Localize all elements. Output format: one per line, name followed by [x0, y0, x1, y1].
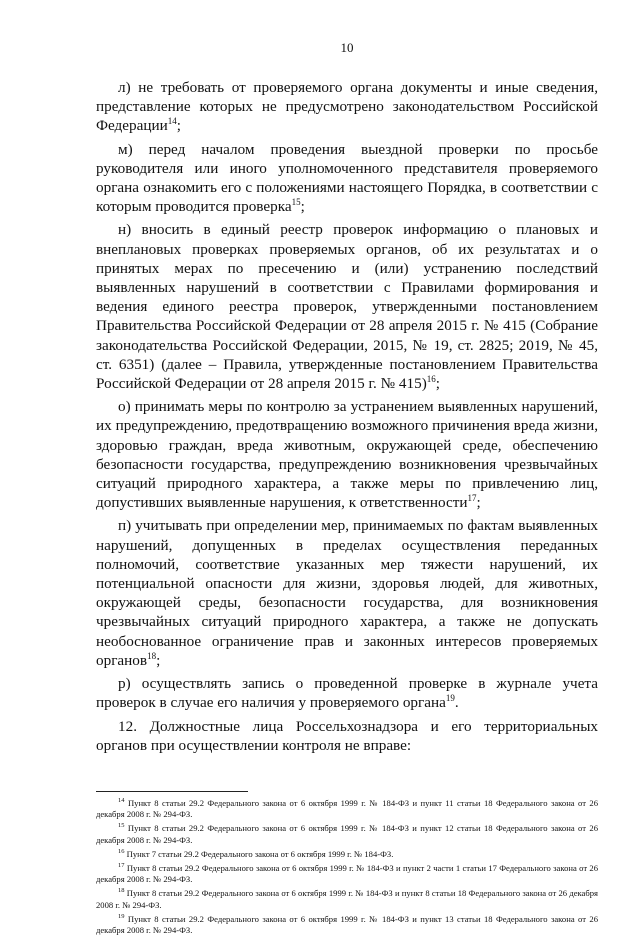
paragraph-p: п) учитывать при определении мер, принимаемых по фактам выявленных нарушений, допущенных в пределах осуществления переданных полномочий, соответствие указанных мер тяжести нарушений, их потенциальной опасности для жизни, здоровья людей, для животных, окружающей среды, безопасности государства, для возникновения чрезвычайных ситуаций природного характера, а также не допускать необоснованное ограничение прав и законных интересов проверяемых органов$^{18}$;	[96, 517, 598, 669]
footnote-divider	[96, 791, 248, 792]
footnote-ref: 19	[445, 693, 455, 704]
paragraph-o: о) принимать меры по контролю за устранением выявленных нарушений, их предупреждению, предотвращению возможного причинения вреда жизни, здоровью граждан, вреда животным, окружающей среде, обеспечению безопасности государства, предупреждению возникновения чрезвычайных ситуаций природного характера, а также меры по привлечению лиц, допустивших выявленные нарушения, к ответственности$^{17}$;	[96, 398, 598, 512]
footnote: $^{18}$ Пункт 8 статьи 29.2 Федерального закона от 6 октября 1999 г. № 184-ФЗ и пункт 8 статьи 18 Федерального закона от 26 декабря 2008 г. № 294-ФЗ.	[96, 887, 598, 910]
footnotes	[96, 798, 598, 936]
paragraph-n: н) вносить в единый реестр проверок информацию о плановых и внеплановых проверках проверяемых органов, об их результатах и о принятых мерах по пресечению и (или) устранению последствий выявленных нарушений в соответствии с Правилами формирования и ведения единого реестра проверок, утвержденными постановлением Правительства Российской Федерации от 28 апреля 2015 г. № 415 (Собрание законодательства Российской Федерации, 2015, № 19, ст. 2825; 2019, № 45, ст. 6351) (далее – Правила, утвержденные постановлением Правительства Российской Федерации от 28 апреля 2015 г. № 415)$^{16}$;	[96, 221, 598, 393]
paragraph-l: л) не требовать от проверяемого органа документы и иные сведения, представление которых не предусмотрено законодательством Российской Федерации$^{14}$;	[96, 79, 598, 135]
footnote: $^{15}$ Пункт 8 статьи 29.2 Федерального закона от 6 октября 1999 г. № 184-ФЗ и пункт 12 статьи 18 Федерального закона от 26 декабря 2008 г. № 294-ФЗ.	[96, 822, 598, 845]
footnote: $^{17}$ Пункт 8 статьи 29.2 Федерального закона от 6 октября 1999 г. № 184-ФЗ и пункт 2 части 1 статьи 17 Федерального закона от 26 декабря 2008 г. № 294-ФЗ.	[96, 862, 598, 885]
footnote-ref: 18	[147, 650, 157, 661]
paragraph-12: 12. Должностные лица Россельхознадзора и его территориальных органов при осуществлении контроля не вправе:	[96, 717, 598, 754]
footnote: $^{16}$ Пункт 7 статьи 29.2 Федерального закона от 6 октября 1999 г. № 184-ФЗ.	[118, 847, 394, 859]
footnote-ref: 14	[167, 116, 177, 127]
footnote: $^{14}$ Пункт 8 статьи 29.2 Федерального закона от 6 октября 1999 г. № 184-ФЗ и пункт 11 статьи 18 Федерального закона от 26 декабря 2008 г. № 294-ФЗ.	[96, 797, 599, 820]
paragraph-r: р) осуществлять запись о проведенной проверке в журнале учета проверок в случае его наличия у проверяемого органа$^{19}$.	[96, 675, 598, 712]
footnote-ref: 17	[467, 493, 477, 504]
body-text	[96, 78, 598, 755]
paragraph-m: м) перед началом проведения выездной проверки по просьбе руководителя или иного уполномоченного представителя проверяемого органа ознакомить его с положениями настоящего Порядка, в соответствии с которым проводится проверка$^{15}$;	[96, 140, 598, 216]
page-number: 10	[340, 40, 354, 55]
footnote: $^{19}$ Пункт 8 статьи 29.2 Федерального закона от 6 октября 1999 г. № 184-ФЗ и пункт 13 статьи 18 Федерального закона от 26 декабря 2008 г. № 294-ФЗ.	[96, 912, 598, 935]
footnote-ref: 15	[291, 197, 301, 208]
footnote-ref: 16	[426, 373, 436, 384]
